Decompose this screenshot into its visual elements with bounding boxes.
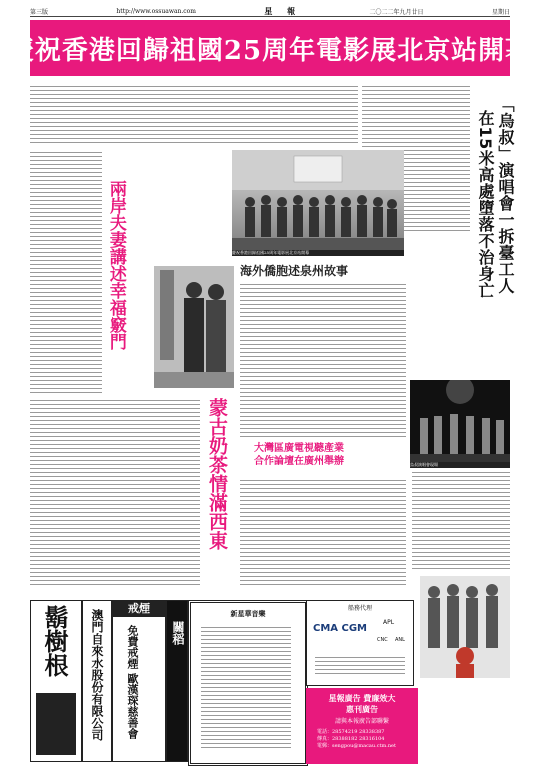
ad-music-text bbox=[201, 625, 291, 751]
ad-water-company-text: 澳門自來水股份有限公司 bbox=[90, 609, 104, 741]
section-label: 第三版 bbox=[30, 8, 49, 16]
headline-uncle-line1: 「烏叔」演唱會一拆臺工人 bbox=[496, 96, 515, 294]
photo-caption: 烏叔演唱會現場 bbox=[410, 462, 510, 468]
cma-address bbox=[315, 655, 405, 677]
ad-cma-cgm bbox=[306, 600, 414, 686]
headline-forum: 大灣區廣電視聽產業 合作論壇在廣州舉辦 bbox=[254, 443, 344, 467]
site-url: http://www.ossuawan.com bbox=[116, 7, 196, 15]
cast-figures bbox=[420, 576, 510, 678]
cast-photo bbox=[420, 576, 510, 678]
apl-logo: APL bbox=[383, 619, 395, 626]
concert-figures bbox=[410, 380, 510, 468]
photo-caption: 慶祝香港回歸祖國25周年電影展北京站開幕 bbox=[232, 250, 404, 256]
ad-music bbox=[188, 600, 308, 766]
ad-music-title: 新星華音樂 bbox=[230, 609, 266, 618]
headline-mongolia: 蒙古奶茶情滿西東 bbox=[205, 398, 228, 550]
weekday: 星期日 bbox=[491, 8, 510, 16]
anl-logo: ANL bbox=[395, 637, 405, 643]
ad-rice bbox=[166, 600, 188, 762]
article-text-block bbox=[30, 398, 200, 586]
ad-star-fax: 傳真：28388182 28316104 bbox=[317, 736, 385, 742]
ad-star-contact-note: 請與本報廣告部聯繫 bbox=[334, 718, 389, 725]
headline-overseas: 海外僑胞述泉州故事 bbox=[240, 264, 349, 278]
issue-date: 二〇二二年九月廿日 bbox=[369, 8, 424, 16]
article-text-block bbox=[240, 478, 406, 586]
ad-rice-title: 關稻 bbox=[171, 621, 185, 645]
article-text-block bbox=[30, 84, 358, 146]
ad-star-news bbox=[306, 688, 418, 764]
ad-quit-smoking-text: 免費戒煙 歐漢琛慈善會 bbox=[126, 625, 139, 739]
ad-quit-smoking bbox=[112, 600, 166, 762]
two-men-photo bbox=[154, 266, 234, 388]
ad-star-subtitle: 惠刊廣告 bbox=[346, 704, 378, 714]
group-photo bbox=[232, 150, 404, 256]
headline-couple: 兩岸夫妻講述幸福竅門 bbox=[105, 180, 126, 350]
banner-headline: 慶祝香港回歸祖國25周年電影展北京站開幕 bbox=[30, 20, 510, 76]
ad-water-company bbox=[82, 600, 112, 762]
cma-logo: CMA CGM bbox=[313, 623, 368, 634]
ad-star-tel: 電話：28574219 28338387 bbox=[317, 729, 385, 735]
headline-uncle-line2: 在15米高處墮落不治身亡 bbox=[476, 110, 495, 299]
page-header bbox=[30, 6, 510, 17]
concert-photo bbox=[410, 380, 510, 468]
two-men-figures bbox=[154, 266, 234, 388]
ad-star-email: 電郵：sengpou@macau.ctm.net bbox=[317, 743, 397, 749]
masthead: 星 報 bbox=[264, 5, 302, 16]
article-text-block bbox=[30, 150, 102, 395]
ad-calligraphy-block bbox=[36, 693, 76, 755]
ad-star-slogan: 星報廣告 費廉效大 bbox=[328, 693, 396, 703]
article-text-block bbox=[240, 282, 406, 437]
cma-heading: 船務代理 bbox=[347, 605, 372, 612]
ad-calligraphy-title: 鬍樹根 bbox=[40, 605, 69, 677]
group-photo-figures bbox=[232, 150, 404, 256]
ad-quit-smoking-title: 戒煙 bbox=[113, 601, 165, 617]
cnc-logo: CNC bbox=[377, 637, 388, 643]
article-text-block bbox=[412, 470, 510, 570]
ad-calligraphy bbox=[30, 600, 82, 762]
